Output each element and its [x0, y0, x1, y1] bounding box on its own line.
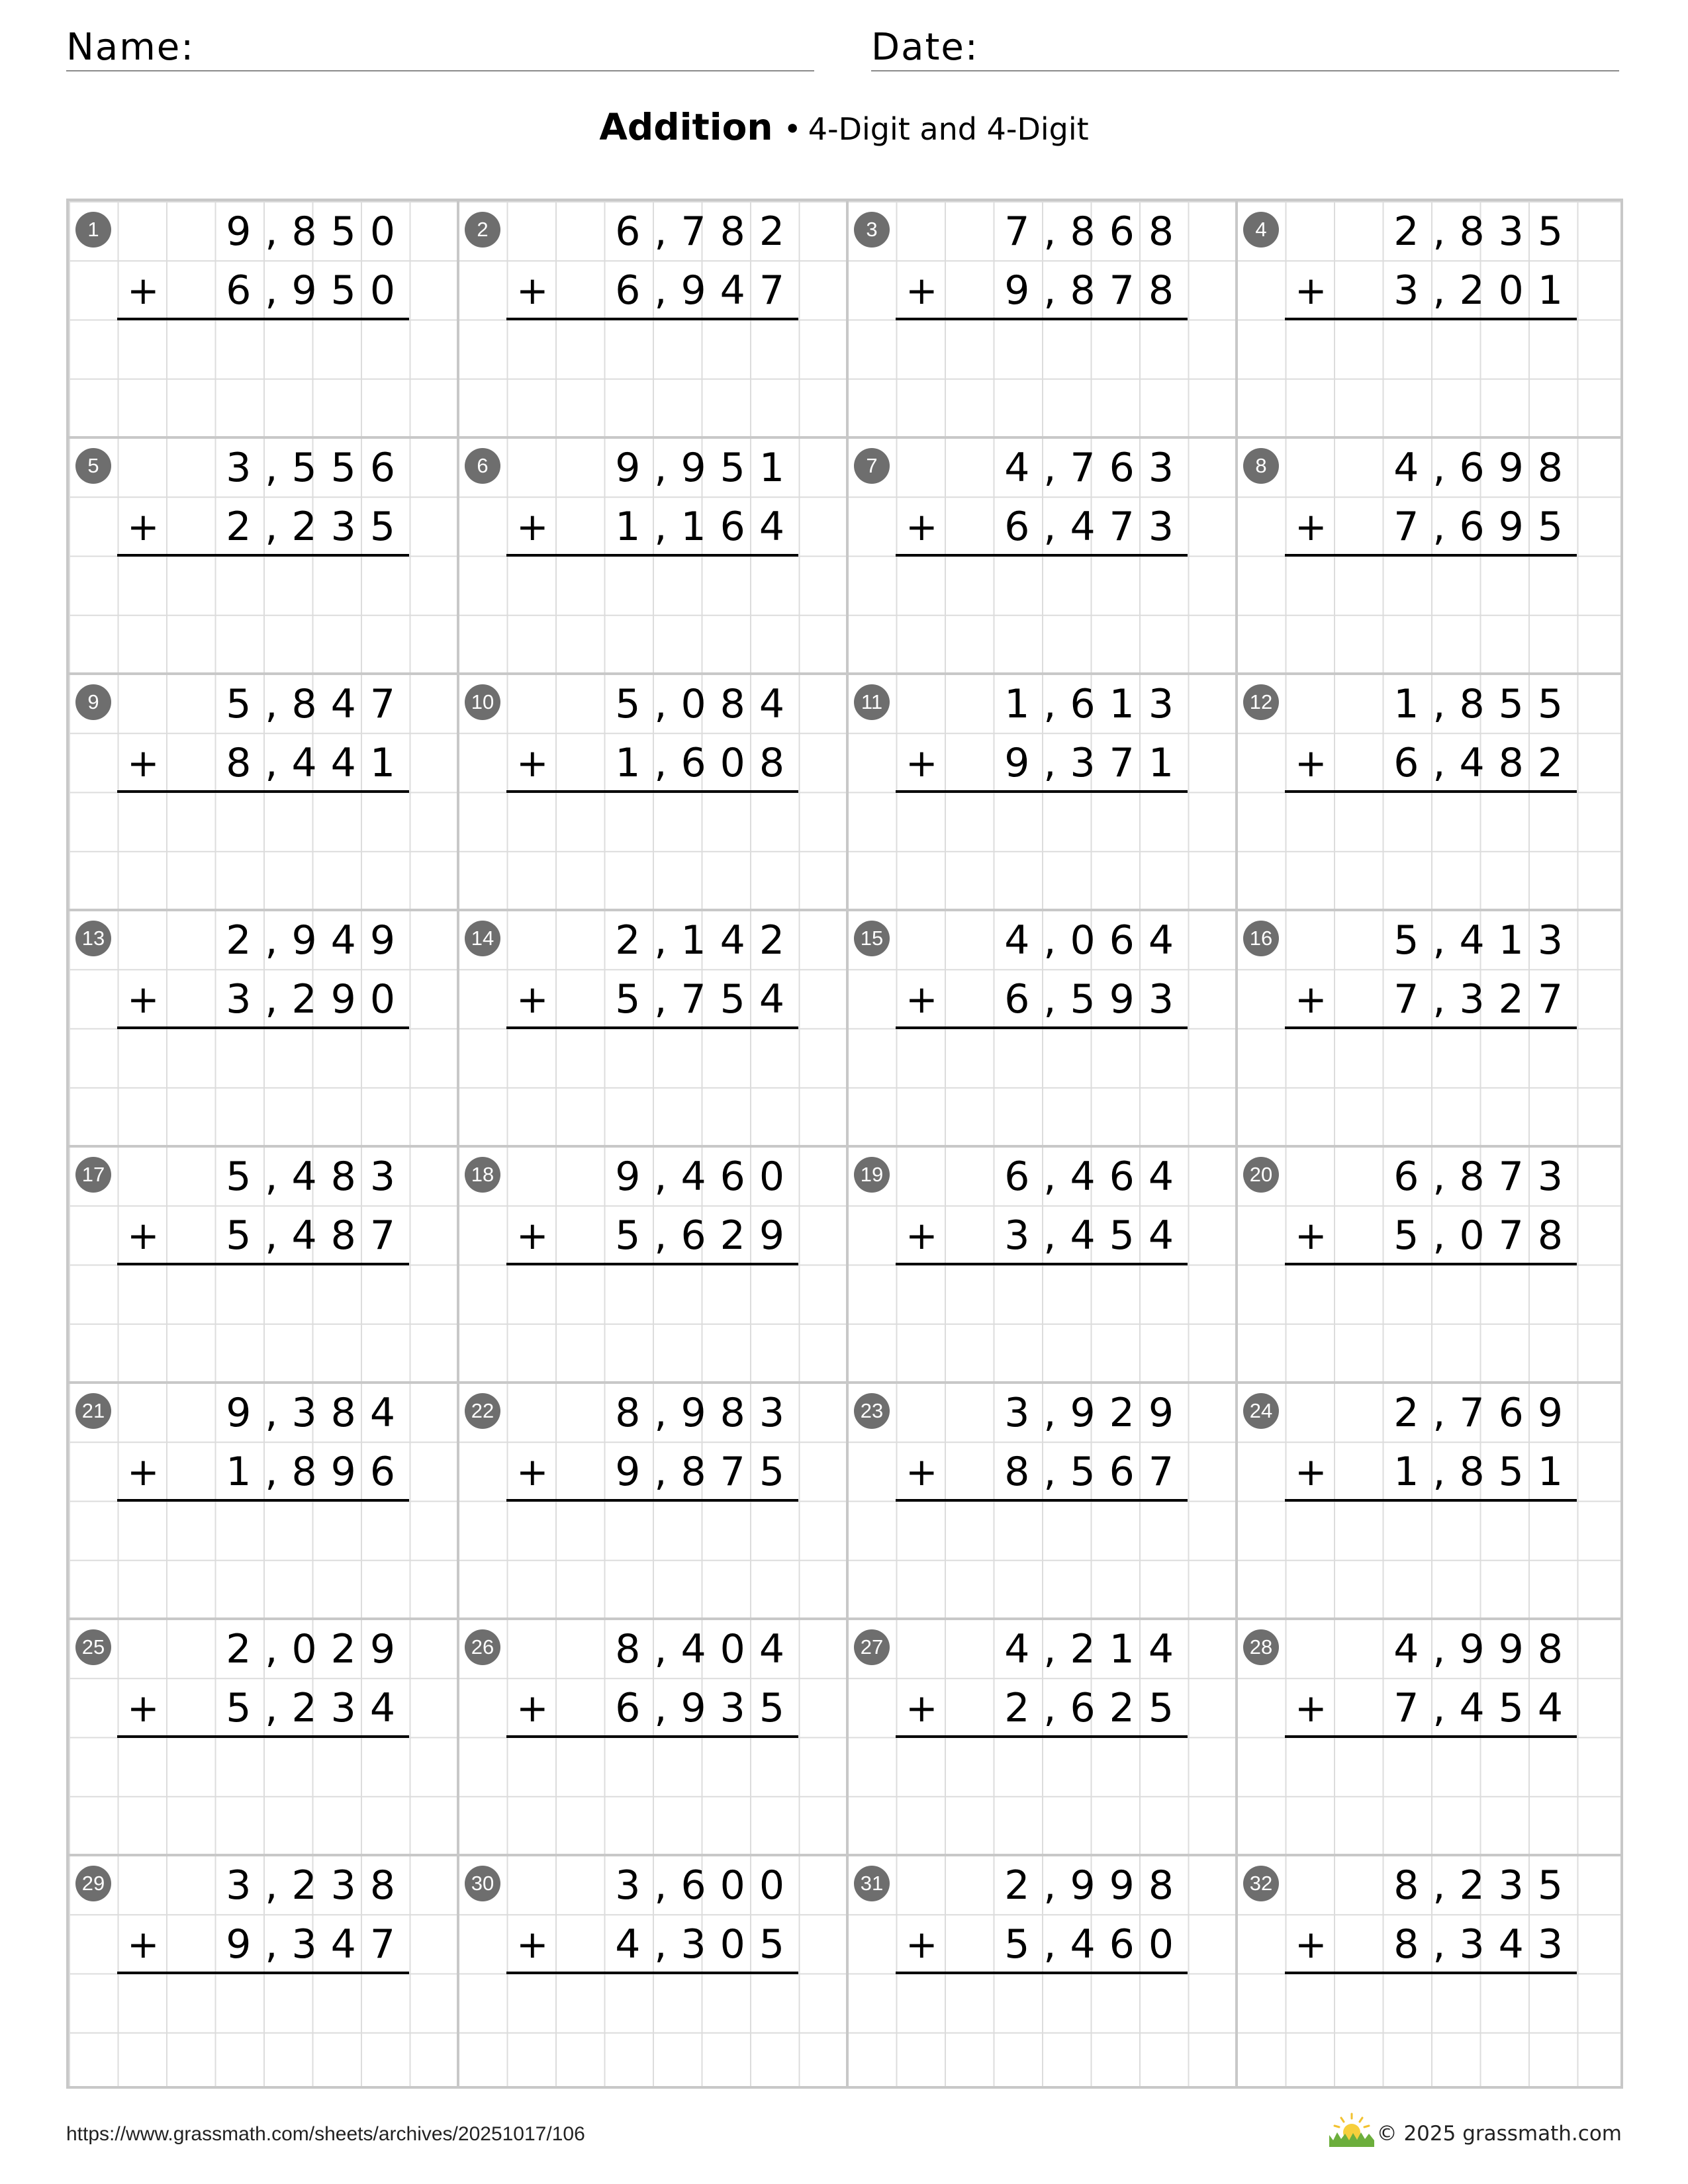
answer-line — [896, 1735, 1188, 1738]
bottom-addend: 3,290 — [226, 976, 409, 1023]
problem-number-badge: 18 — [465, 1157, 500, 1193]
bottom-addend: 7,327 — [1393, 976, 1577, 1023]
problem-cell — [69, 674, 458, 910]
plus-sign: + — [1295, 1922, 1327, 1967]
bottom-addend: 3,454 — [1004, 1212, 1188, 1259]
problem-number-badge: 29 — [75, 1866, 111, 1901]
bottom-addend: 1,896 — [226, 1449, 409, 1495]
problem-number-badge: 16 — [1243, 921, 1279, 956]
top-addend: 2,998 — [1004, 1862, 1188, 1909]
top-addend: 2,142 — [615, 917, 798, 964]
problem-cell — [69, 437, 458, 674]
problem-cell — [1237, 1855, 1626, 2091]
bottom-addend: 9,878 — [1004, 267, 1188, 314]
problem-number-badge: 30 — [465, 1866, 500, 1901]
problem-cell — [69, 1383, 458, 1619]
problem-cell — [69, 1146, 458, 1383]
top-addend: 9,951 — [615, 445, 798, 491]
problem-number-badge: 1 — [75, 212, 111, 248]
bottom-addend: 5,487 — [226, 1212, 409, 1259]
problem-number-badge: 20 — [1243, 1157, 1279, 1193]
plus-sign: + — [906, 1686, 938, 1731]
plus-sign: + — [906, 268, 938, 313]
problem-number-badge: 3 — [854, 212, 890, 248]
problem-cell — [458, 1855, 847, 2091]
bottom-addend: 5,234 — [226, 1685, 409, 1731]
problem-number-badge: 28 — [1243, 1629, 1279, 1665]
problem-number-badge: 24 — [1243, 1393, 1279, 1429]
plus-sign: + — [906, 977, 938, 1022]
plus-sign: + — [516, 1686, 549, 1731]
bottom-addend: 7,454 — [1393, 1685, 1577, 1731]
answer-line — [896, 790, 1188, 793]
problem-number-badge: 32 — [1243, 1866, 1279, 1901]
answer-line — [506, 1972, 798, 1974]
top-addend: 3,238 — [226, 1862, 409, 1909]
bottom-addend: 3,201 — [1393, 267, 1577, 314]
top-addend: 5,413 — [1393, 917, 1577, 964]
answer-line — [117, 318, 409, 320]
problem-cell — [847, 1383, 1237, 1619]
top-addend: 2,769 — [1393, 1390, 1577, 1436]
title-subtitle: 4-Digit and 4-Digit — [808, 111, 1089, 147]
plus-sign: + — [1295, 268, 1327, 313]
answer-line — [117, 1972, 409, 1974]
problem-number-badge: 14 — [465, 921, 500, 956]
problem-cell — [847, 1855, 1237, 2091]
problem-number-badge: 19 — [854, 1157, 890, 1193]
answer-line — [117, 1735, 409, 1738]
answer-line — [1285, 1026, 1577, 1029]
problem-number-badge: 10 — [465, 684, 500, 720]
bottom-addend: 4,305 — [615, 1921, 798, 1968]
plus-sign: + — [127, 977, 160, 1022]
bottom-addend: 6,947 — [615, 267, 798, 314]
problem-number-badge: 22 — [465, 1393, 500, 1429]
problem-cell — [69, 201, 458, 437]
grass-sun-logo-icon — [1327, 2113, 1377, 2147]
bottom-addend: 6,935 — [615, 1685, 798, 1731]
answer-line — [117, 1499, 409, 1502]
answer-line — [896, 554, 1188, 557]
plus-sign: + — [127, 268, 160, 313]
problem-cell — [458, 201, 847, 437]
problem-cell — [458, 1146, 847, 1383]
problem-number-badge: 17 — [75, 1157, 111, 1193]
bottom-addend: 1,851 — [1393, 1449, 1577, 1495]
problem-number-badge: 31 — [854, 1866, 890, 1901]
bottom-addend: 5,460 — [1004, 1921, 1188, 1968]
top-addend: 9,384 — [226, 1390, 409, 1436]
plus-sign: + — [516, 977, 549, 1022]
top-addend: 9,460 — [615, 1154, 798, 1200]
problem-cell — [1237, 1619, 1626, 1855]
bottom-addend: 2,625 — [1004, 1685, 1188, 1731]
problem-cell — [458, 437, 847, 674]
bottom-addend: 9,371 — [1004, 740, 1188, 786]
top-addend: 4,998 — [1393, 1626, 1577, 1672]
plus-sign: + — [127, 1686, 160, 1731]
answer-line — [1285, 318, 1577, 320]
bottom-addend: 6,482 — [1393, 740, 1577, 786]
bottom-addend: 7,695 — [1393, 504, 1577, 550]
top-addend: 6,782 — [615, 208, 798, 255]
plus-sign: + — [1295, 741, 1327, 786]
plus-sign: + — [1295, 1213, 1327, 1258]
problem-cell — [458, 674, 847, 910]
problem-cell — [458, 1619, 847, 1855]
problem-number-badge: 6 — [465, 448, 500, 484]
bottom-addend: 6,473 — [1004, 504, 1188, 550]
date-label: Date: — [871, 26, 979, 69]
plus-sign: + — [516, 741, 549, 786]
plus-sign: + — [127, 1922, 160, 1967]
bottom-addend: 5,629 — [615, 1212, 798, 1259]
top-addend: 5,483 — [226, 1154, 409, 1200]
plus-sign: + — [516, 1922, 549, 1967]
bottom-addend: 5,754 — [615, 976, 798, 1023]
title-separator: • — [783, 111, 802, 147]
problem-number-badge: 7 — [854, 448, 890, 484]
top-addend: 4,763 — [1004, 445, 1188, 491]
plus-sign: + — [906, 1922, 938, 1967]
plus-sign: + — [1295, 504, 1327, 549]
answer-line — [506, 1263, 798, 1265]
problem-cell — [1237, 674, 1626, 910]
problem-cell — [847, 437, 1237, 674]
answer-line — [506, 1735, 798, 1738]
bottom-addend: 9,875 — [615, 1449, 798, 1495]
problem-cell — [847, 1146, 1237, 1383]
top-addend: 8,983 — [615, 1390, 798, 1436]
top-addend: 5,084 — [615, 681, 798, 727]
problem-grid — [66, 199, 1623, 2089]
answer-line — [1285, 1499, 1577, 1502]
problem-cell — [847, 1619, 1237, 1855]
plus-sign: + — [516, 1213, 549, 1258]
problem-cell — [458, 910, 847, 1146]
problem-number-badge: 9 — [75, 684, 111, 720]
top-addend: 9,850 — [226, 208, 409, 255]
title-main: Addition — [599, 106, 773, 148]
bottom-addend: 6,950 — [226, 267, 409, 314]
problem-cell — [69, 1855, 458, 2091]
answer-line — [506, 790, 798, 793]
plus-sign: + — [1295, 977, 1327, 1022]
footer-copyright: © 2025 grassmath.com — [1376, 2122, 1622, 2146]
answer-line — [506, 554, 798, 557]
plus-sign: + — [516, 1449, 549, 1494]
top-addend: 5,847 — [226, 681, 409, 727]
bottom-addend: 8,567 — [1004, 1449, 1188, 1495]
plus-sign: + — [127, 1449, 160, 1494]
plus-sign: + — [1295, 1449, 1327, 1494]
answer-line — [1285, 1735, 1577, 1738]
problem-cell — [1237, 1146, 1626, 1383]
answer-line — [117, 1263, 409, 1265]
answer-line — [1285, 790, 1577, 793]
top-addend: 3,556 — [226, 445, 409, 491]
top-addend: 2,029 — [226, 1626, 409, 1672]
plus-sign: + — [516, 504, 549, 549]
answer-line — [506, 318, 798, 320]
problem-number-badge: 13 — [75, 921, 111, 956]
answer-line — [896, 1026, 1188, 1029]
name-label: Name: — [66, 26, 195, 69]
answer-line — [117, 554, 409, 557]
problem-number-badge: 25 — [75, 1629, 111, 1665]
answer-line — [506, 1026, 798, 1029]
answer-line — [896, 1263, 1188, 1265]
problem-number-badge: 15 — [854, 921, 890, 956]
problem-cell — [847, 674, 1237, 910]
problem-number-badge: 27 — [854, 1629, 890, 1665]
problem-cell — [847, 910, 1237, 1146]
answer-line — [117, 790, 409, 793]
top-addend: 8,235 — [1393, 1862, 1577, 1909]
top-addend: 1,855 — [1393, 681, 1577, 727]
top-addend: 2,949 — [226, 917, 409, 964]
top-addend: 2,835 — [1393, 208, 1577, 255]
top-addend: 3,929 — [1004, 1390, 1188, 1436]
problem-number-badge: 2 — [465, 212, 500, 248]
problem-cell — [69, 910, 458, 1146]
problem-cell — [1237, 201, 1626, 437]
top-addend: 6,873 — [1393, 1154, 1577, 1200]
bottom-addend: 1,608 — [615, 740, 798, 786]
top-addend: 3,600 — [615, 1862, 798, 1909]
bottom-addend: 9,347 — [226, 1921, 409, 1968]
answer-line — [117, 1026, 409, 1029]
problem-cell — [1237, 910, 1626, 1146]
bottom-addend: 8,441 — [226, 740, 409, 786]
bottom-addend: 6,593 — [1004, 976, 1188, 1023]
answer-line — [1285, 1263, 1577, 1265]
plus-sign: + — [906, 741, 938, 786]
answer-line — [896, 318, 1188, 320]
answer-line — [896, 1972, 1188, 1974]
problem-number-badge: 8 — [1243, 448, 1279, 484]
top-addend: 4,214 — [1004, 1626, 1188, 1672]
plus-sign: + — [127, 741, 160, 786]
worksheet-title — [0, 106, 1688, 148]
bottom-addend: 8,343 — [1393, 1921, 1577, 1968]
answer-line — [1285, 1972, 1577, 1974]
top-addend: 7,868 — [1004, 208, 1188, 255]
problem-number-badge: 12 — [1243, 684, 1279, 720]
problem-number-badge: 21 — [75, 1393, 111, 1429]
plus-sign: + — [906, 1449, 938, 1494]
problem-cell — [69, 1619, 458, 1855]
problem-number-badge: 11 — [854, 684, 890, 720]
footer-url: https://www.grassmath.com/sheets/archives/20251017/106 — [66, 2123, 585, 2145]
bottom-addend: 5,078 — [1393, 1212, 1577, 1259]
top-addend: 4,698 — [1393, 445, 1577, 491]
bottom-addend: 2,235 — [226, 504, 409, 550]
problem-number-badge: 26 — [465, 1629, 500, 1665]
top-addend: 1,613 — [1004, 681, 1188, 727]
problem-cell — [1237, 437, 1626, 674]
problem-cell — [847, 201, 1237, 437]
answer-line — [1285, 554, 1577, 557]
plus-sign: + — [127, 504, 160, 549]
problem-cell — [458, 1383, 847, 1619]
problem-number-badge: 4 — [1243, 212, 1279, 248]
plus-sign: + — [1295, 1686, 1327, 1731]
plus-sign: + — [516, 268, 549, 313]
problem-number-badge: 23 — [854, 1393, 890, 1429]
plus-sign: + — [906, 1213, 938, 1258]
answer-line — [896, 1499, 1188, 1502]
top-addend: 6,464 — [1004, 1154, 1188, 1200]
date-field[interactable] — [871, 23, 1619, 71]
problem-number-badge: 5 — [75, 448, 111, 484]
top-addend: 4,064 — [1004, 917, 1188, 964]
name-field[interactable] — [66, 23, 814, 71]
bottom-addend: 1,164 — [615, 504, 798, 550]
problem-cell — [1237, 1383, 1626, 1619]
plus-sign: + — [906, 504, 938, 549]
answer-line — [506, 1499, 798, 1502]
top-addend: 8,404 — [615, 1626, 798, 1672]
plus-sign: + — [127, 1213, 160, 1258]
